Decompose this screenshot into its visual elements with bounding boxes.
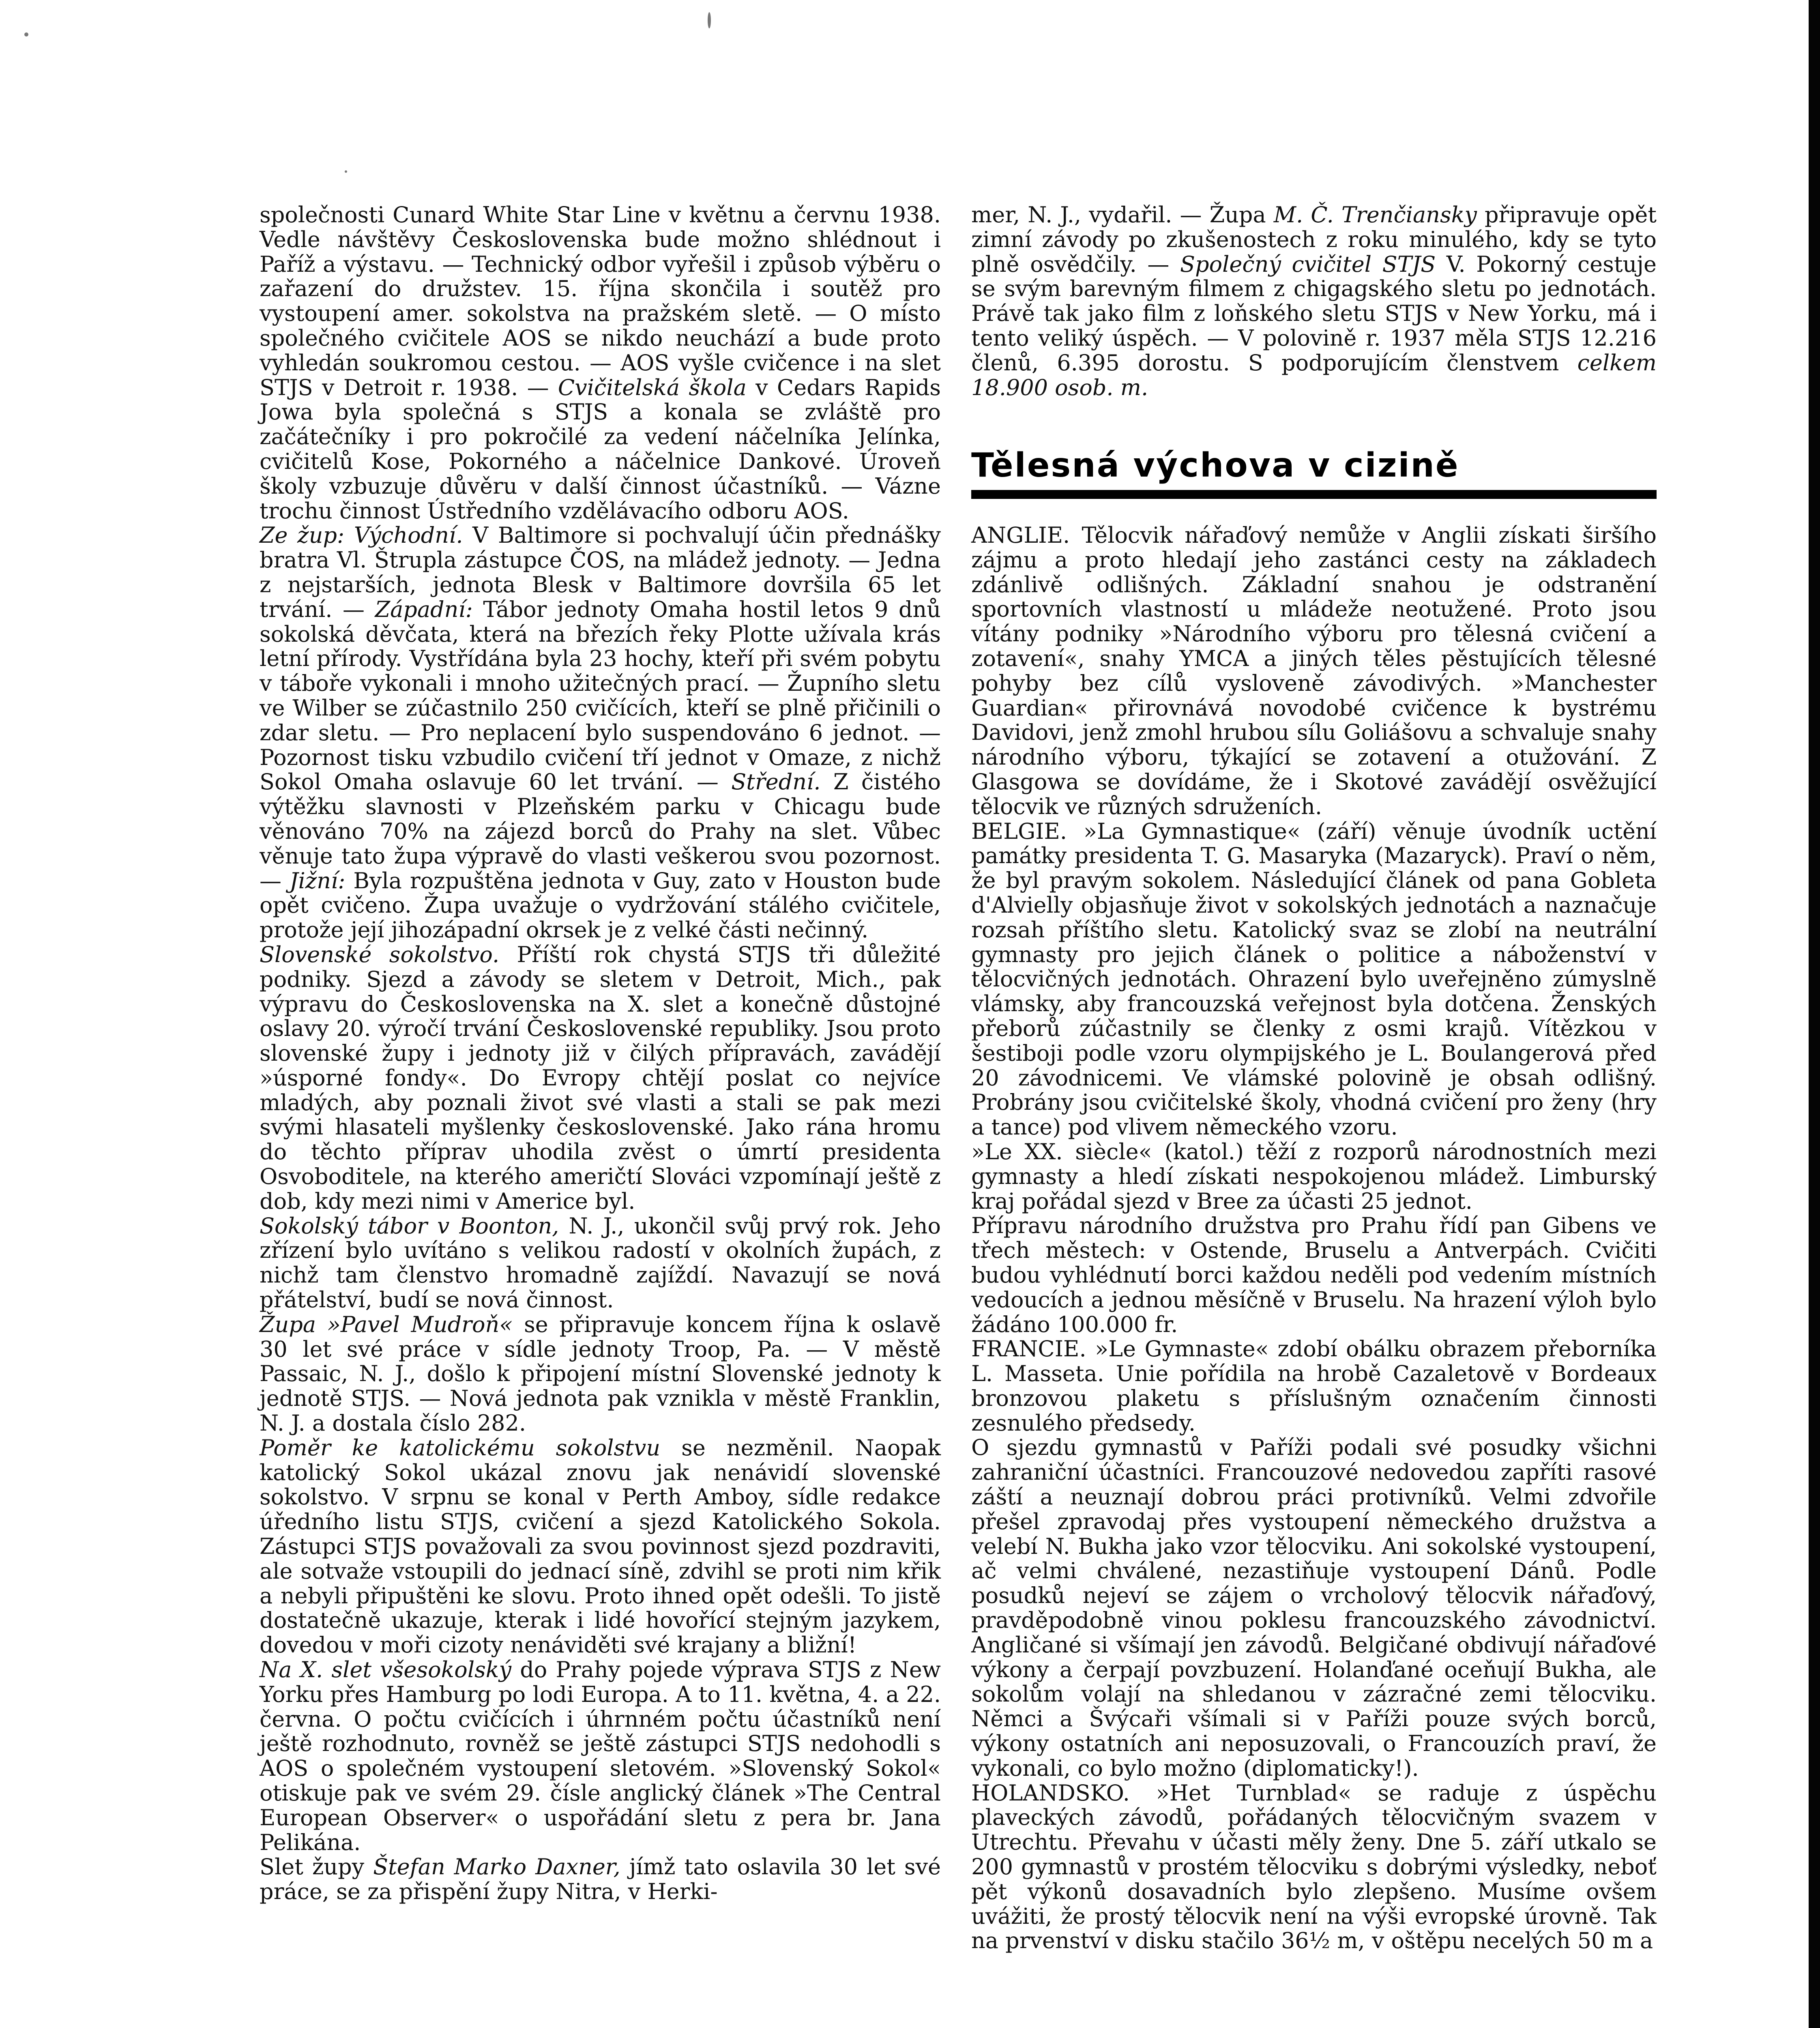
- text-run: Tábor jednoty Omaha hostil letos 9 dnů sokolská děvčata, která na březích řeky Plotte užívala krás letní přírody. Vystřídána byla 23 hochy, kteří při svém pobytu v táboře vykonali i mnoho užitečných prací. — Župního sletu ve Wilber se zúčastnilo 250 cvičících, kteří se plně přičinili o zdar sletu. — Pro neplacení bylo suspendováno 6 jednot. — Pozornost tisku vzbudilo cvičení tří jednot v Omaze, z nichž Sokol Omaha oslavuje 60 let trvání. —: [260, 596, 941, 795]
- italic-run: Ze žup: Východní.: [260, 522, 463, 548]
- article-paragraph: [971, 523, 1657, 819]
- article-paragraph: [260, 1855, 941, 1904]
- text-run: Z čistého výtěžku slavnosti v Plzeňském parku v Chicagu bude věnováno 70% na zájezd borců do Prahy na slet. Vůbec věnuje tato župa výpravě do vlasti veškerou svou pozornost. —: [260, 769, 941, 894]
- italic-run: Na X. slet všesokolský: [260, 1657, 512, 1683]
- article-paragraph: [260, 1313, 941, 1436]
- italic-run: Jižní:: [289, 868, 346, 894]
- italic-run: Slovenské sokolstvo.: [260, 941, 500, 967]
- scan-speck: [708, 12, 711, 28]
- text-run: O sjezdu gymnastů v Paříži podali své posudky všichni zahraniční účastníci. Francouzové nedovedou zapříti rasové záští a neuznají dobrou práci protivníků. Velmi zdvořile přešel zpravodaj přes vystoupení německého družstva a velebí N. Bukha jako vzor tělocviku. Ani sokolské vystoupení, ač velmi chválené, nezastiňuje vystoupení Dánů. Podle posudků nejeví se zájem o vrcholový tělocvik nářaďový, pravděpodobně vinou poklesu francouzského závodnictví. Angličané si všímají jen závodů. Belgičané obdivují nářaďové výkony a čerpají povzbuzení. Holanďané oceňují Bukha, ale sokolům volají na shledanou v zázračné zemi tělocviku. Němci a Švýcaři všímali si v Paříži pouze svých borců, výkony ostatních ani neposuzovali, o Francouzích praví, že vykonali, co bylo možno (diplomaticky!).: [971, 1435, 1657, 1781]
- text-run: »Le XX. siècle« (katol.) těží z rozporů národnostních mezi gymnasty a hledí získati nespokojenou mládež. Limburský kraj pořádal sjezd v Bree za účasti 25 jednot.: [971, 1139, 1657, 1214]
- article-paragraph: [971, 819, 1657, 1140]
- italic-run: Cvičitelská škola: [558, 374, 747, 400]
- article-paragraph: [260, 943, 941, 1214]
- text-run: N. J., ukončil svůj prvý rok. Jeho zřízení bylo uvítáno s velikou radostí v okolních župách, z nichž tam členstvo hromadně zajíždí. Navazují se nová přátelství, budí se nová činnost.: [260, 1213, 941, 1313]
- text-run: V. Pokorný cestuje se svým barevným filmem z chigagského sletu po jednotách. Právě tak jako film z loňského sletu STJS v New Yorku, má i tento veliký úspěch. — V polovině r. 1937 měla STJS 12.216 členů, 6.395 dorostu. S podporujícím členstvem: [971, 251, 1657, 376]
- text-run: připravuje opět zimní závody po zkušenostech z roku minulého, kdy se tyto plně osvědčily. —: [971, 202, 1657, 277]
- article-paragraph: [971, 1337, 1657, 1435]
- text-run: FRANCIE. »Le Gymnaste« zdobí obálku obrazem přeborníka L. Masseta. Unie pořídila na hrobě Cazaletově v Bordeaux bronzovou plaketu s příslušným označením činnosti zesnulého předsedy.: [971, 1336, 1657, 1436]
- text-run: ANGLIE. Tělocvik nářaďový nemůže v Anglii získati širšího zájmu a proto hledají jeho zastánci cesty na základech zdánlivě odlišných. Základní snahou je odstranění sportovních vlastností u mládeže neotužené. Proto jsou vítány podniky »Národního výboru pro tělesná cvičení a zotavení«, snahy YMCA a jiných těles pěstujících tělesné pohyby bez cílů vysloveně závodivých. »Manchester Guardian« přirovnává novodobé cvičence k bystrému Davidovi, jenž zmohl hrubou sílu Goliášovu a schvaluje snahy národního výboru, týkající se zotavení a otužování. Z Glasgowa se dovídáme, že i Skotové zavádějí osvěžující tělocvik ve různých sdruženích.: [971, 522, 1657, 819]
- article-paragraph: [971, 1214, 1657, 1337]
- text-run: Přípravu národního družstva pro Prahu řídí pan Gibens ve třech městech: v Ostende, Bruselu a Antverpách. Cvičiti budou vyhlédnutí borci každou neděli pod vedením místních vedoucích a jednou měsíčně v Bruselu. Na hrazení výloh bylo žádáno 100.000 fr.: [971, 1213, 1657, 1337]
- italic-run: m.: [1120, 374, 1148, 400]
- article-paragraph: [260, 203, 941, 523]
- text-run: Slet župy: [260, 1854, 373, 1880]
- text-run: V Baltimore si pochvalují účin přednášky bratra Vl. Štrupla zástupce ČOS, na mládež jednoty. — Jedna z nejstarších, jednota Blesk v Baltimore dovršila 65 let trvání. —: [260, 522, 941, 622]
- text-run: jímž tato oslavila 30 let své práce, se za přispění župy Nitra, v Herki-: [260, 1854, 941, 1905]
- article-paragraph: [260, 523, 941, 943]
- text-run: společnosti Cunard White Star Line v květnu a červnu 1938. Vedle návštěvy Československa bude možno shlédnout i Paříž a výstavu. — Technický odbor vyřešil i způsob výběru o zařazení do družstev. 15. října skončila i soutěž pro vystoupení amer. sokolstva na pražském sletě. — O místo společného cvičitele AOS se nikdo neuchází a bude proto vyhledán soukromou cestou. — AOS vyšle cvičence i na slet STJS v Detroit r. 1938. —: [260, 202, 941, 400]
- italic-run: Štefan Marko Daxner,: [373, 1854, 620, 1880]
- italic-run: Střední.: [731, 769, 821, 795]
- italic-run: Poměr ke katolickému sokolstvu: [260, 1435, 661, 1461]
- section-heading: Tělesná výchova v cizině: [971, 446, 1657, 499]
- article-paragraph: [260, 1658, 941, 1855]
- article-paragraph: [971, 1435, 1657, 1781]
- article-paragraph: [971, 1781, 1657, 1954]
- text-run: BELGIE. »La Gymnastique« (září) věnuje úvodník uctění památky presidenta T. G. Masaryka (Mazaryck). Praví o něm, že byl pravým sokolem. Následující článek od pana Gobleta d'Alvielly objasňuje život v sokolských jednotách a naznačuje rozsah příštího sletu. Katolický svaz se zlobí na neutrální gymnasty pro jejich článek o politice a náboženství v tělocvičných jednotách. Ohrazení bylo uveřejněno zúmyslně vlámsky, aby francouzská veřejnost byla dotčena. Ženských přeborů zúčastnily se členky z osmi krajů. Vítězkou v šestiboji podle vzoru olympijského je L. Boulangerová před 20 závodnicemi. Ve vlámské polovině je obsah odlišný. Probrány jsou cvičitelské školy, vhodná cvičení pro ženy (hry a tance) pod vlivem německého vzoru.: [971, 818, 1657, 1140]
- italic-run: Společný cvičitel STJS: [1180, 251, 1436, 277]
- right-column-intro: [971, 203, 1657, 430]
- article-paragraph: [971, 1140, 1657, 1214]
- right-column-body: [971, 523, 1657, 1953]
- text-run: se nezměnil. Naopak katolický Sokol ukázal znovu jak nenávidí slovenské sokolstvo. V srpnu se konal v Perth Amboy, sídle redakce úředního listu STJS, cvičení a sjezd Katolického Sokola. Zástupci STJS považovali za svou povinnost sjezd pozdraviti, ale sotvaže vstoupili do jednací síně, zdvihl se proti nim křik a nebyli připuštěni ke slovu. Proto ihned opět odešli. To jistě dostatečně ukazuje, kterak i lidé hovořící stejným jazykem, dovedou v moři cizoty nenáviděti své krajany a bližní!: [260, 1435, 941, 1658]
- text-run: Byla rozpuštěna jednota v Guy, zato v Houston bude opět cvičeno. Župa uvažuje o vydržování stálého cvičitele, protože její jihozápadní okrsek je z velké části nečinný.: [260, 868, 941, 943]
- article-paragraph: [260, 1214, 941, 1313]
- italic-run: Západní:: [375, 596, 473, 622]
- right-column: [971, 203, 1657, 1953]
- text-run: Příští rok chystá STJS tři důležité podniky. Sjezd a závody se sletem v Detroit, Mich., pak výpravu do Československa na X. slet a konečně důstojné oslavy 20. výročí trvání Československé republiky. Jsou proto slovenské župy i jednoty již v čilých přípravách, zavádějí »úsporné fondy«. Do Evropy chtějí poslat co nejvíce mladých, aby poznali život své vlasti a stali se pak mezi svými hlasateli myšlenky československé. Jako rána hromu do těchto příprav uhodila zvěst o úmrtí presidenta Osvoboditele, na kterého američtí Slováci vzpomínají ještě z dob, kdy mezi nimi v Americe byl.: [260, 941, 941, 1214]
- italic-run: Sokolský tábor v Boonton,: [260, 1213, 559, 1239]
- text-run: do Prahy pojede výprava STJS z New Yorku přes Hamburg po lodi Europa. A to 11. května, 4. a 22. června. O počtu cvičících i úhrnném počtu účastníků není ještě rozhodnuto, rovněž se ještě zástupci STJS nedohodli s AOS o společném vystoupení sletovém. »Slovenský Sokol« otiskuje pak ve svém 29. čísle anglický článek »The Central European Observer« o uspořádání sletu z pera br. Jana Pelikána.: [260, 1657, 941, 1855]
- italic-run: celkem 18.900 osob.: [971, 350, 1657, 400]
- scan-speck: [345, 170, 347, 173]
- text-run: [1114, 375, 1120, 400]
- scan-speck: [24, 32, 28, 37]
- article-paragraph: [971, 203, 1657, 400]
- text-run: HOLANDSKO. »Het Turnblad« se raduje z úspěchu plaveckých závodů, pořádaných tělocvičným svazem v Utrechtu. Převahu v účasti měly ženy. Dne 5. září utkalo se 200 gymnastů v prostém tělocviku s dobrými výsledky, neboť pět výkonů dosavadních bylo zlepšeno. Musíme ovšem uvážiti, že prostý tělocvik není na výši evropské úrovně. Tak na prvenství v disku stačilo 36½ m, v oštěpu necelých 50 m a: [971, 1780, 1657, 1954]
- text-run: se připravuje koncem října k oslavě 30 let své práce v sídle jednoty Troop, Pa. — V městě Passaic, N. J., došlo k připojení místní Slovenské jednoty k jednotě STJS. — Nová jednota pak vznikla v městě Franklin, N. J. a dostala číslo 282.: [260, 1311, 941, 1436]
- italic-run: M. Č. Trenčiansky: [1273, 202, 1477, 228]
- italic-run: Župa »Pavel Mudroň«: [260, 1311, 513, 1337]
- text-run: v Cedars Rapids Jowa byla společná s STJS a konala se zvláště pro začátečníky i pro pokročilé za vedení náčelníka Jelínka, cvičitelů Kose, Pokorného a náčelnice Dankové. Úroveň školy vzbuzuje důvěru v další činnost účastníků. — Vázne trochu činnost Ústředního vzdělávacího odboru AOS.: [260, 374, 941, 524]
- scan-edge-bar: [1809, 0, 1820, 2028]
- left-column: [260, 203, 941, 1904]
- text-run: mer, N. J., vydařil. — Župa: [971, 202, 1274, 228]
- article-paragraph: [260, 1436, 941, 1658]
